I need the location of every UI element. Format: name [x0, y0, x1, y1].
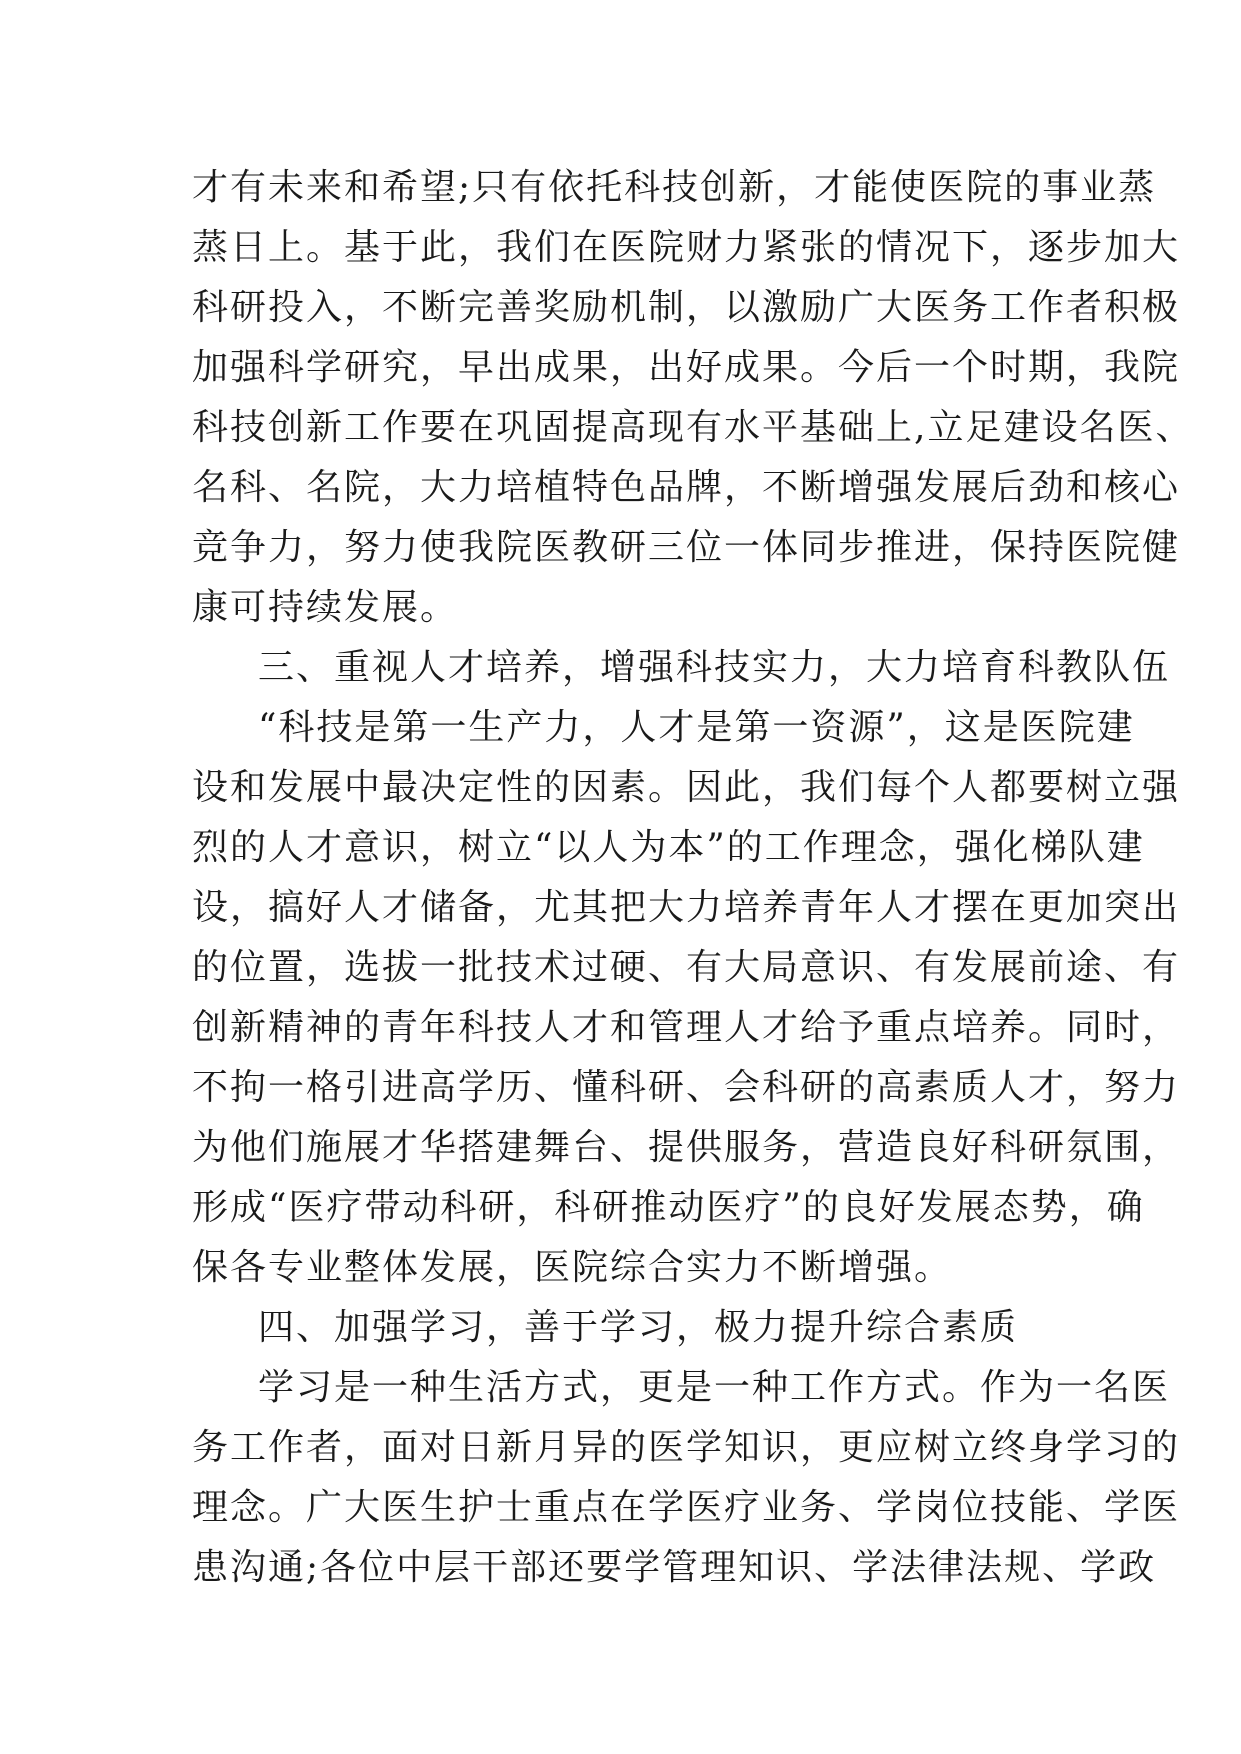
body-line: 蒸日上。基于此，我们在医院财力紧张的情况下，逐步加大	[192, 227, 1181, 268]
document-body	[192, 158, 1194, 1598]
body-line: 不拘一格引进高学历、懂科研、会科研的高素质人才，努力	[192, 1067, 1181, 1108]
body-line: 理念。广大医生护士重点在学医疗业务、学岗位技能、学医	[192, 1487, 1181, 1528]
body-line: 形成“医疗带动科研，科研推动医疗”的良好发展态势，确	[192, 1187, 1145, 1228]
section-heading-3: 三、重视人才培养，增强科技实力，大力培育科教队伍	[258, 647, 1171, 688]
body-line: 保各专业整体发展，医院综合实力不断增强。	[192, 1247, 953, 1288]
body-line: 科研投入，不断完善奖励机制，以激励广大医务工作者积极	[192, 287, 1181, 328]
body-line: 康可持续发展。	[192, 587, 459, 628]
body-line: 设和发展中最决定性的因素。因此，我们每个人都要树立强	[192, 767, 1181, 808]
body-line: 加强科学研究，早出成果，出好成果。今后一个时期，我院	[192, 347, 1181, 388]
body-line: “科技是第一生产力，人才是第一资源”，这是医院建	[258, 707, 1135, 748]
body-line: 为他们施展才华搭建舞台、提供服务，营造良好科研氛围，	[192, 1127, 1181, 1168]
body-line: 患沟通;各位中层干部还要学管理知识、学法律法规、学政	[192, 1547, 1157, 1588]
section-heading-4: 四、加强学习，善于学习，极力提升综合素质	[258, 1307, 1019, 1348]
body-line: 学习是一种生活方式，更是一种工作方式。作为一名医	[258, 1367, 1171, 1408]
body-line: 烈的人才意识，树立“以人为本”的工作理念，强化梯队建	[192, 827, 1145, 868]
body-line: 务工作者，面对日新月异的医学知识，更应树立终身学习的	[192, 1427, 1181, 1468]
body-line: 设，搞好人才储备，尤其把大力培养青年人才摆在更加突出	[192, 887, 1181, 928]
body-line: 科技创新工作要在巩固提高现有水平基础上,立足建设名医、	[192, 407, 1194, 448]
body-line: 才有未来和希望;只有依托科技创新，才能使医院的事业蒸	[192, 167, 1157, 208]
body-line: 名科、名院，大力培植特色品牌，不断增强发展后劲和核心	[192, 467, 1181, 508]
body-line: 创新精神的青年科技人才和管理人才给予重点培养。同时，	[192, 1007, 1181, 1048]
body-line: 的位置，选拔一批技术过硬、有大局意识、有发展前途、有	[192, 947, 1181, 988]
body-line: 竞争力，努力使我院医教研三位一体同步推进，保持医院健	[192, 527, 1181, 568]
